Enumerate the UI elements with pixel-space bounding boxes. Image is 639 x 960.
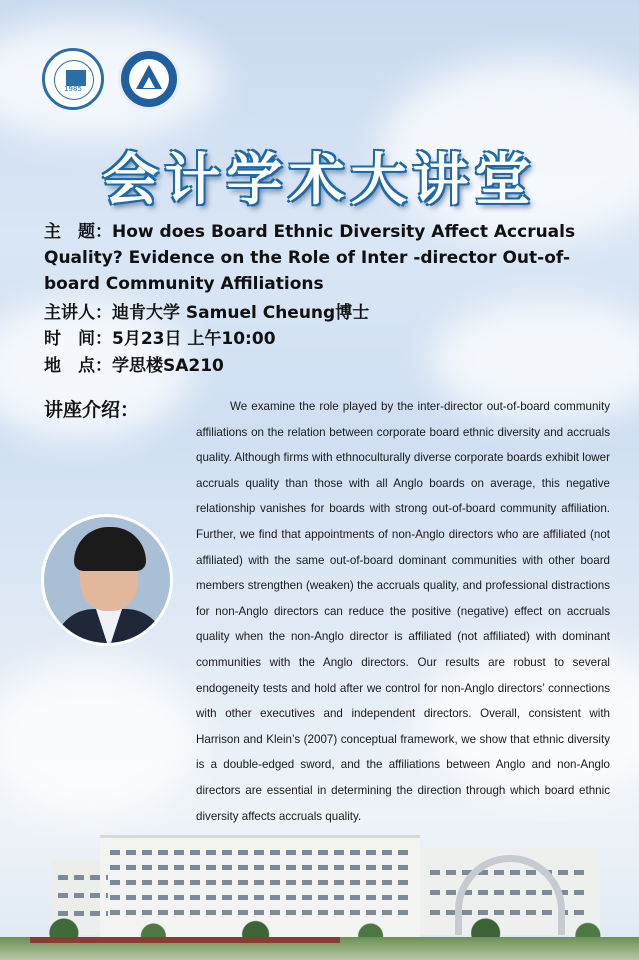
cloud xyxy=(0,20,220,140)
time-line xyxy=(44,326,624,352)
campus-building-image xyxy=(0,815,639,960)
place-line xyxy=(44,353,624,379)
cloud xyxy=(0,660,200,820)
time-label: 时 间： xyxy=(44,329,112,349)
speaker-photo xyxy=(41,514,173,646)
page-title: 会计学术大讲堂 xyxy=(102,148,537,213)
topic-label: 主 题： xyxy=(44,222,112,242)
abstract-text: We examine the role played by the inter-director out-of-board community affiliations on the relation between corporate board ethnic diversity and accruals quality. Although firms with ethnoculturally diverse corporate boards exhibit lower accruals quality than those with all Anglo boards on average, this negative relationship vanishes for boards with strong out-of-board community affiliation. Further, we find that appointments of non-Anglo directors who are affiliated (not affiliated) with the same out-of-board dominant communities with other board members strengthen (weaken) the accruals quality, and professional distractions for non-Anglo directors can reduce the positive (negative) effect on accruals quality when the non-Anglo director is affiliated (not affiliated) with dominant communities with the Anglo directors. Our results are robust to several endogeneity tests and hold after we control for non-Anglo directors’ connections with other executives and independent directors. Overall, consistent with Harrison and Klein’s (2007) conceptual framework, we show that ethnic diversity is a double-edged sword, and the affiliations between Anglo and non-Anglo directors are essential in determining the direction through which board ethnic diversity affects accruals quality. xyxy=(196,400,610,823)
topic-line xyxy=(44,219,624,297)
place-text: 学思楼SA210 xyxy=(112,356,224,376)
logo-year: 1985 xyxy=(64,85,82,93)
time-text: 5月23日 上午10:00 xyxy=(112,329,276,349)
speaker-text: 迪肯大学 Samuel Cheung博士 xyxy=(112,303,370,323)
school-logo xyxy=(118,48,180,110)
speaker-line xyxy=(44,300,624,326)
place-label: 地 点： xyxy=(44,356,112,376)
university-logo xyxy=(42,48,104,110)
intro-label: 讲座介绍： xyxy=(44,399,140,421)
speaker-label: 主讲人： xyxy=(44,303,112,323)
topic-text: How does Board Ethnic Diversity Affect Accruals Quality? Evidence on the Role of Inter -director Out-of-board Community Affiliations xyxy=(44,222,576,294)
